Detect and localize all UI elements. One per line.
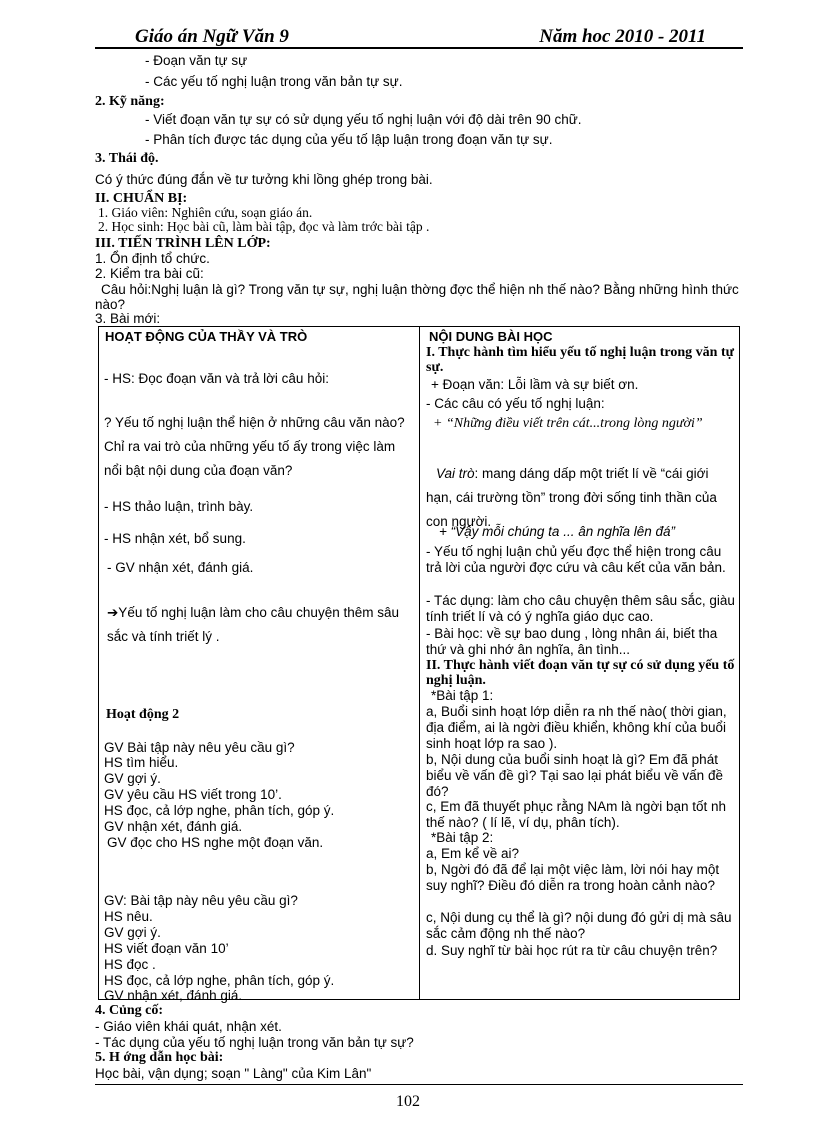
right-section-2: II. Thực hành viết đoạn văn tự sự có sử dụng yếu tố nghị luận.	[426, 658, 735, 688]
left-discuss: - HS thảo luận, trình bày.	[104, 499, 254, 514]
activity-2-heading: Hoạt động 2	[106, 707, 180, 722]
right-exercise-1: *Bài tập 1:	[431, 688, 494, 703]
header-subject: Giáo án Ngữ Văn 9	[135, 26, 289, 47]
left-c5: HS đọc .	[104, 957, 156, 972]
right-section-1: I. Thực hành tìm hiểu yếu tố nghị luận trong văn tự sự.	[426, 345, 735, 375]
left-b1: GV Bài tập này nêu yêu cầu gì?	[104, 740, 295, 755]
left-b7: GV đọc cho HS nghe một đoạn văn.	[107, 835, 324, 850]
footer-rule	[95, 1084, 743, 1085]
right-effect: - Tác dụng: làm cho câu chuyện thêm sâu sắc, giàu tính triết lí và có ý nghĩa giáo dục cao.	[426, 593, 735, 624]
right-passage: + Đoạn văn: Lỗi lầm và sự biết ơn.	[431, 377, 639, 392]
left-b5: HS đọc, cả lớp nghe, phân tích, góp ý.	[104, 803, 335, 818]
attitude-text: Có ý thức đúng đắn về tư tưởng khi lồng ghép trong bài.	[95, 172, 433, 187]
section-homework: 5. H ớng dẫn học bài:	[95, 1050, 224, 1065]
table-head-activities: HOẠT ĐỘNG CỦA THẦY VÀ TRÒ	[105, 329, 308, 344]
right-ex1-a: a, Buổi sinh hoạt lớp diễn ra nh thế nào( thời gian, địa điểm, ai là ngời điều khiển, không khí của buổi sinh hoạt lớp ra sao ).	[426, 704, 727, 751]
page-number: 102	[396, 1093, 420, 1110]
left-read-instruction: - HS: Đọc đoạn văn và trả lời câu hỏi:	[104, 371, 329, 386]
left-conclusion: ➔Yếu tố nghị luận làm cho câu chuyện thêm sâu sắc và tính triết lý .	[107, 605, 399, 644]
right-lesson: - Bài học: về sự bao dung , lòng nhân ái, biết tha thứ và ghi nhớ ân nghĩa, ân tình...	[426, 626, 718, 657]
left-c6: HS đọc, cả lớp nghe, phân tích, góp ý.	[104, 973, 335, 988]
knowledge-item-1: - Đoạn văn tự sự	[145, 53, 248, 68]
section-skills: 2. Kỹ năng:	[95, 94, 165, 109]
left-b4: GV yêu cầu HS viết trong 10’.	[104, 787, 282, 802]
section-preparation: II. CHUẨN BỊ:	[95, 191, 188, 206]
step-check-old-lesson: 2. Kiểm tra bài cũ:	[95, 266, 204, 281]
right-ex2-a: a, Em kể về ai?	[426, 846, 520, 861]
homework-text: Học bài, vận dụng; soạn " Làng" của Kim Lân"	[95, 1066, 372, 1081]
table-head-content: NỘI DUNG BÀI HỌC	[429, 329, 553, 344]
student-preparation: 2. Học sinh: Học bài cũ, làm bài tập, đọc và làm trớc bài tập .	[98, 219, 430, 234]
section-procedure: III. TIẾN TRÌNH LÊN LỚP:	[95, 236, 271, 251]
left-c2: HS nêu.	[104, 909, 153, 924]
table-divider	[419, 327, 420, 999]
teacher-preparation: 1. Giáo viên: Nghiên cứu, soạn giáo án.	[98, 205, 313, 220]
left-assess: - GV nhận xét, đánh giá.	[107, 560, 254, 575]
header-school-year: Năm hoc 2010 - 2011	[539, 26, 706, 47]
knowledge-item-2: - Các yếu tố nghị luận trong văn bản tự sự.	[145, 74, 403, 89]
right-ex2-b: b, Ngời đó đã để lại một việc làm, lời nói hay một suy nghĩ? Điều đó diễn ra trong hoàn cảnh nào?	[426, 862, 720, 893]
section-consolidation: 4. Củng cố:	[95, 1003, 164, 1018]
right-role-text: : mang dáng dấp một triết lí về “cái giới hạn, cái trường tồn” trong đời sống tinh thần của con người.	[426, 466, 717, 529]
section-attitude: 3. Thái độ.	[95, 151, 159, 166]
right-ex2-c: c, Nội dung cụ thể là gì? nội dung đó gửi dị mà sâu sắc cảm động nh thế nào?	[426, 910, 732, 941]
left-c7: GV nhận xét, đánh giá.	[104, 988, 243, 1003]
consolidation-1: - Giáo viên khái quát, nhận xét.	[95, 1019, 282, 1034]
left-c4: HS viết đoạn văn 10’	[104, 941, 229, 956]
lesson-table	[98, 326, 740, 1003]
skill-item-1: - Viết đoạn văn tự sự có sử dụng yếu tố nghị luận với độ dài trên 90 chữ.	[145, 112, 582, 127]
right-ex1-b: b, Nội dung của buổi sinh hoạt là gì? Em đã phát biểu về vấn đề gì? Tại sao lại phát biểu về vấn đề đó?	[426, 752, 723, 799]
right-ex1-c: c, Em đã thuyết phục rằng NAm là ngời bạn tốt nh thế nào? ( lí lẽ, ví dụ, phân tích).	[426, 799, 727, 830]
right-expression: - Yếu tố nghị luận chủ yếu đợc thể hiện trong câu trả lời của người đợc cứu và câu kết của văn bản.	[426, 544, 726, 575]
right-ex2-d: d. Suy nghĩ từ bài học rút ra từ câu chuyện trên?	[426, 943, 718, 958]
skill-item-2: - Phân tích được tác dụng của yếu tố lập luận trong đoạn văn tự sự.	[145, 132, 553, 147]
left-b3: GV gợi ý.	[104, 771, 161, 786]
left-supplement: - HS nhận xét, bổ sung.	[104, 531, 246, 546]
left-question: ? Yếu tố nghị luận thể hiện ở những câu văn nào? Chỉ ra vai trò của những yếu tố ấy trong việc làm nổi bật nội dung của đoạn văn?	[104, 415, 405, 478]
left-b2: HS tìm hiểu.	[104, 755, 179, 770]
right-quote-2: + “Vậy mỗi chúng ta ... ân nghĩa lên đá”	[439, 524, 676, 539]
header-rule	[95, 47, 743, 49]
consolidation-2: - Tác dụng của yếu tố nghị luận trong văn bản tự sự?	[95, 1035, 414, 1050]
step-new-lesson: 3. Bài mới:	[95, 311, 161, 326]
left-b6: GV nhận xét, đánh giá.	[104, 819, 243, 834]
right-role-label: Vai trò	[436, 466, 475, 481]
right-sentences: - Các câu có yếu tố nghị luận:	[426, 396, 605, 411]
left-c1: GV: Bài tập này nêu yêu cầu gì?	[104, 893, 298, 908]
review-question: Câu hỏi:Nghị luận là gì? Trong văn tự sự, nghị luận thờng đợc thể hiện nh thế nào? Bằng những hình thức nào?	[95, 282, 739, 312]
left-c3: GV gợi ý.	[104, 925, 161, 940]
right-exercise-2: *Bài tập 2:	[431, 830, 494, 845]
step-organize: 1. Ổn định tổ chức.	[95, 251, 210, 266]
right-quote-1: + “Những điều viết trên cát...trong lòng người”	[433, 416, 703, 431]
